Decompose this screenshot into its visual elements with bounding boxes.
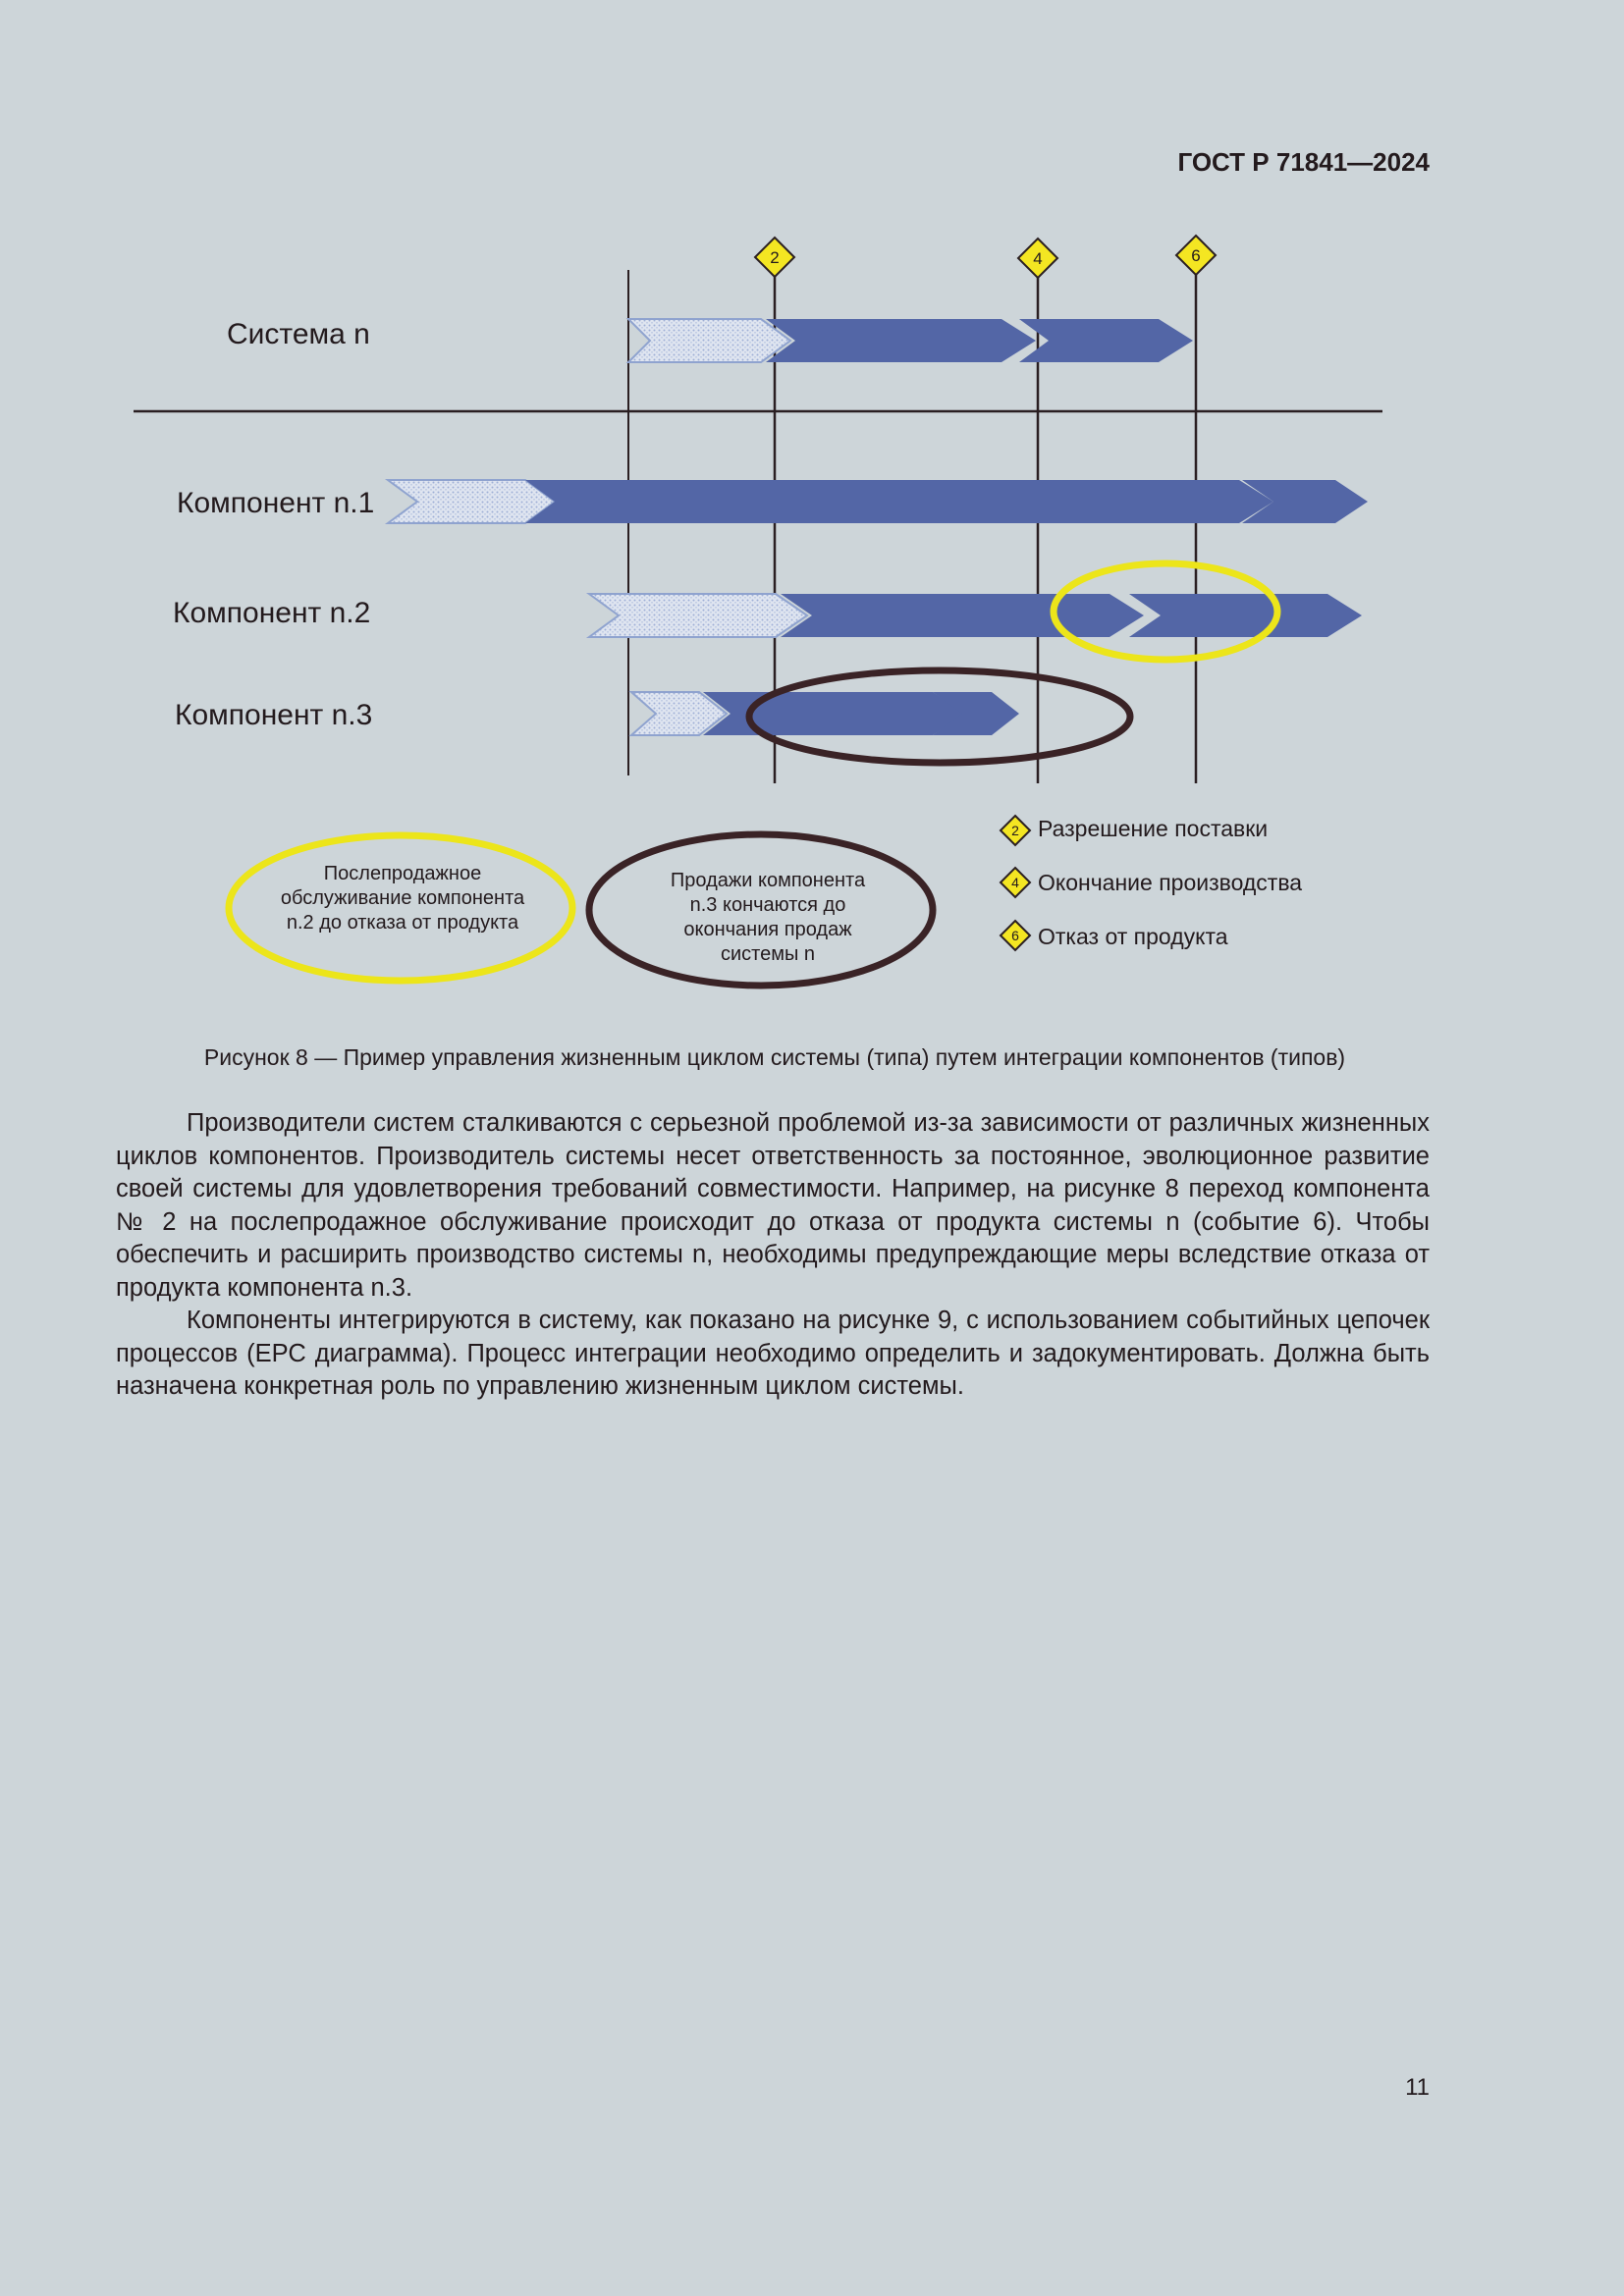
component-n2-production-phase: [781, 594, 1144, 637]
paragraph: Производители систем сталкиваются с серьезной проблемой из-за зависимости от различных жизненных циклов компонентов. Производитель системы несет ответственность за постоянное, эволюционное развитие своей системы для удовлетворения требований совместимости. Например, на рисунке 8 переход компонента № 2 на послепродажное обслуживание происходит до отказа от продукта системы n (событие 6). Чтобы обеспечить и расширить производство системы n, необходимы предупреждающие меры вследствие отказа от продукта компонента n.3.: [116, 1109, 1430, 1302]
note-line: обслуживание компонента: [280, 887, 525, 909]
legend-label: Окончание производства: [1038, 870, 1303, 895]
component-n2-early-phase: [589, 594, 807, 637]
component-n2-bars: [589, 594, 1362, 637]
event-number: 4: [1033, 249, 1043, 268]
system-n-bars: [628, 319, 1193, 362]
legend-label: Отказ от продукта: [1038, 924, 1228, 949]
note-line: окончания продаж: [683, 919, 852, 940]
standard-number: ГОСТ Р 71841—2024: [1177, 147, 1430, 177]
legend-item-6: [1001, 921, 1228, 950]
page-number: 11: [1405, 2074, 1430, 2101]
note-line: Продажи компонента: [670, 870, 866, 891]
event-marker-6: [1176, 236, 1216, 275]
note-line: n.3 кончаются до: [689, 894, 846, 916]
note-line: системы n: [720, 943, 816, 965]
component-n1-bars: [388, 480, 1368, 523]
note-aftersales: [229, 835, 572, 981]
row-label-component-n1: Компонент n.1: [177, 487, 375, 519]
paragraph: Компоненты интегрируются в систему, как показано на рисунке 9, с использованием событийных цепочек процессов (ЕРС диаграмма). Процесс интеграции необходимо определить и задокументировать. Должна быть назначена конкретная роль по управлению жизненным циклом системы.: [116, 1307, 1430, 1400]
body-text: [116, 1107, 1430, 1404]
component-n2-aftersales-phase: [1129, 594, 1362, 637]
figure-caption: Рисунок 8 — Пример управления жизненным циклом системы (типа) путем интеграции компонентов (типов): [203, 1044, 1346, 1070]
legend: [1001, 816, 1302, 950]
legend-item-4: [1001, 868, 1302, 897]
component-n1-production-phase: [525, 480, 1273, 523]
note-sales-end: [589, 834, 933, 986]
legend-label: Разрешение поставки: [1038, 816, 1269, 841]
legend-number: 2: [1011, 823, 1019, 838]
system-n-aftersales-phase: [1019, 319, 1193, 362]
component-n1-early-phase: [388, 480, 555, 523]
note-line: Послепродажное: [323, 863, 482, 884]
note-line: n.2 до отказа от продукта: [286, 912, 519, 934]
lifecycle-diagram: [0, 0, 1624, 1031]
legend-item-2: [1001, 816, 1268, 845]
event-marker-2: [755, 238, 794, 277]
system-n-early-phase: [628, 319, 790, 362]
component-n3-production-phase: [703, 692, 964, 735]
event-number: 6: [1191, 246, 1201, 265]
legend-number: 4: [1011, 875, 1019, 890]
row-label-component-n2: Компонент n.2: [173, 597, 371, 629]
event-number: 2: [770, 248, 780, 267]
component-n3-bars: [631, 692, 1019, 735]
legend-number: 6: [1011, 928, 1019, 943]
system-n-production-phase: [766, 319, 1036, 362]
event-marker-4: [1018, 239, 1057, 278]
row-label-component-n3: Компонент n.3: [175, 699, 373, 731]
row-label-system-n: Система n: [227, 318, 370, 350]
